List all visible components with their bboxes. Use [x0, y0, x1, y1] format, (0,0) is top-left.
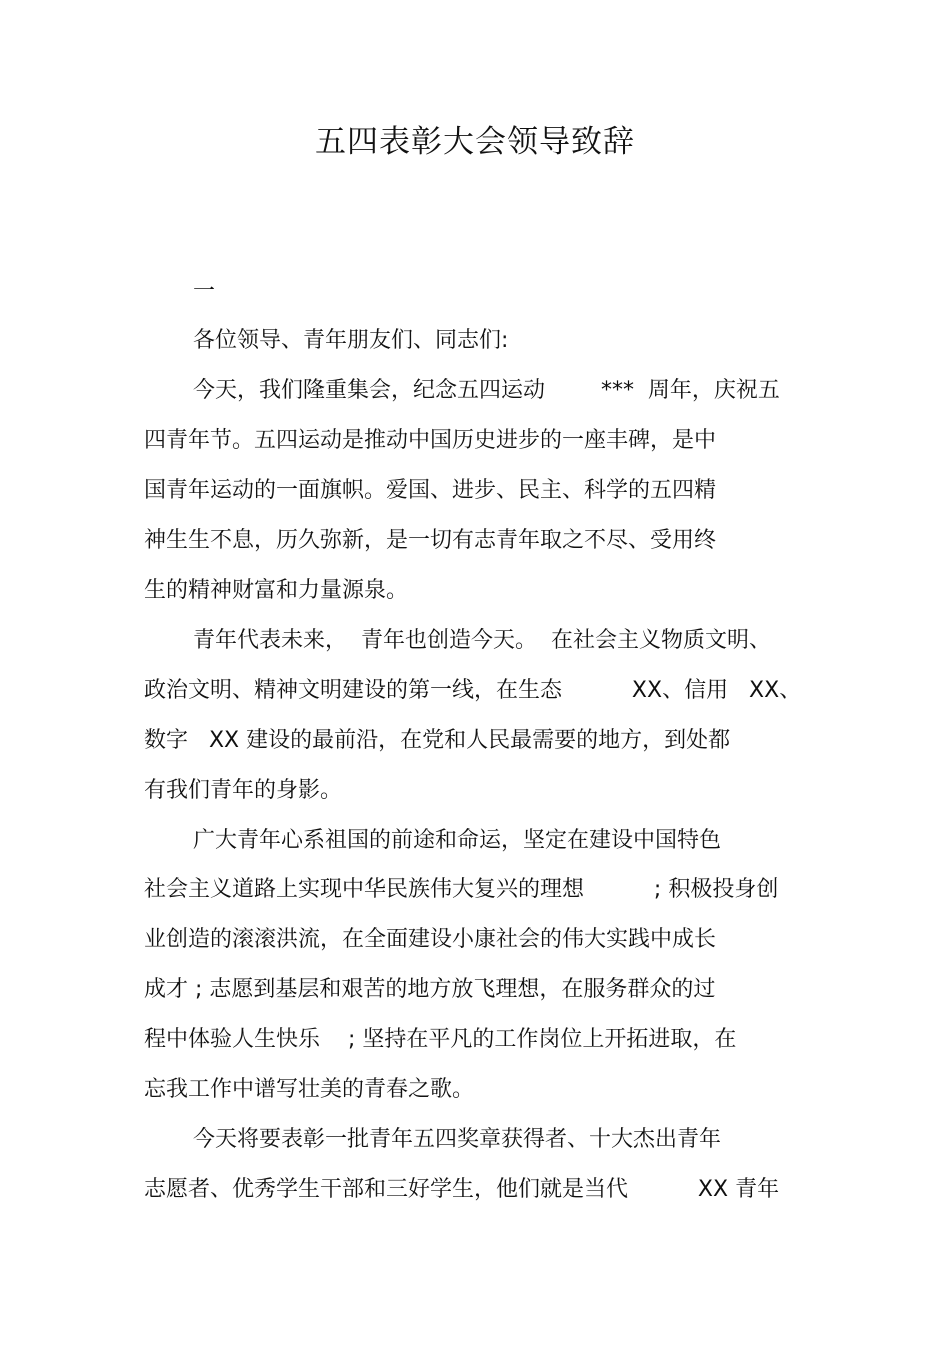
body-line: 国青年运动的一面旗帜。爱国、进步、民主、科学的五四精	[144, 478, 717, 503]
body-line: 程中体验人生快乐 ; 坚持在平凡的工作岗位上开拓进取，在	[144, 1027, 737, 1052]
salutation: 各位领导、青年朋友们、同志们:	[193, 328, 509, 353]
body-line: 生的精神财富和力量源泉。	[144, 578, 409, 603]
body-line: 有我们青年的身影。	[144, 778, 343, 803]
body-line: 忘我工作中谱写壮美的青春之歌。	[144, 1077, 475, 1102]
body-line: 志愿者、优秀学生干部和三好学生，他们就是当代 XX 青年	[144, 1177, 780, 1202]
section-number: 一	[193, 279, 216, 304]
body-line: 成才 ; 志愿到基层和艰苦的地方放飞理想，在服务群众的过	[144, 977, 716, 1002]
body-line: 社会主义道路上实现中华民族伟大复兴的理想 ; 积极投身创	[144, 877, 779, 902]
body-line: 数字 XX 建设的最前沿，在党和人民最需要的地方，到处都	[144, 728, 731, 753]
body-line: 四青年节。五四运动是推动中国历史进步的一座丰碑，是中	[144, 428, 717, 453]
body-line: 神生生不息，历久弥新，是一切有志青年取之不尽、受用终	[144, 528, 717, 553]
body-line: 今天，我们隆重集会，纪念五四运动 *** 周年，庆祝五	[193, 378, 780, 403]
body-line: 广大青年心系祖国的前途和命运，坚定在建设中国特色	[193, 828, 722, 853]
body-line: 青年代表未来， 青年也创造今天。 在社会主义物质文明、	[193, 628, 771, 653]
document-title: 五四表彰大会领导致辞	[315, 124, 635, 160]
body-line: 今天将要表彰一批青年五四奖章获得者、十大杰出青年	[193, 1127, 722, 1152]
body-line: 政治文明、精神文明建设的第一线，在生态 XX、信用 XX、	[144, 678, 802, 703]
body-line: 业创造的滚滚洪流，在全面建设小康社会的伟大实践中成长	[144, 927, 717, 952]
